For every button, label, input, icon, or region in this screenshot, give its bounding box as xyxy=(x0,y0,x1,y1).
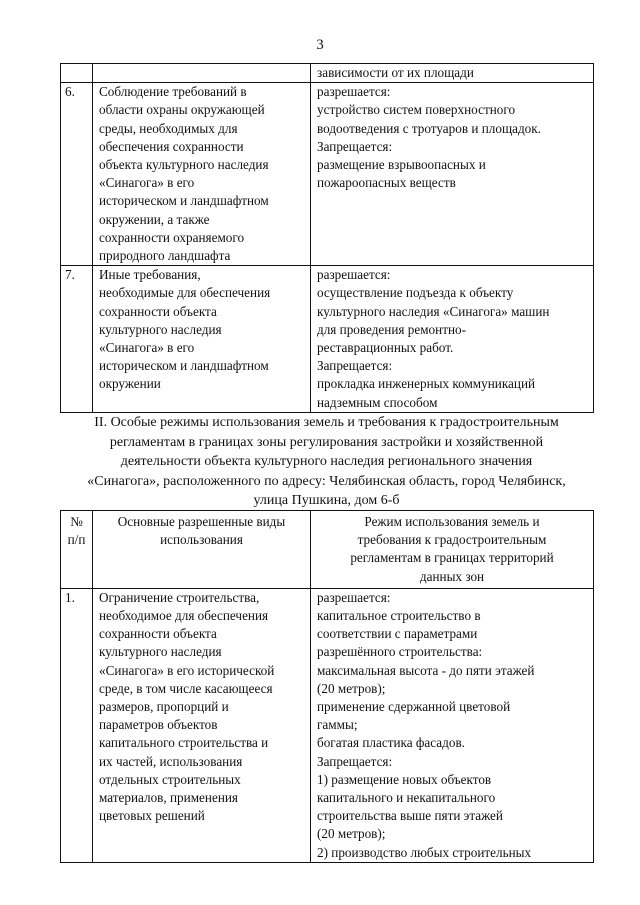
column-header-uses: Основные разрешенные виды использования xyxy=(93,511,311,589)
requirements-table-continued xyxy=(60,63,594,413)
table-row xyxy=(61,64,594,83)
table-row xyxy=(61,83,594,266)
table-row xyxy=(61,266,594,413)
regime-cell: разрешается: осуществление подъезда к объекту культурного наследия «Синагога» машин для проведения ремонтно- реставрационных работ. Запрещается: прокладка инженерных коммуникаций надземным способом xyxy=(311,266,594,413)
table-row xyxy=(61,588,594,862)
row-number: 7. xyxy=(61,266,93,413)
requirement-cell: Иные требования, необходимые для обеспечения сохранности объекта культурного наследия «Синагога» в его историческом и ландшафтном окружении xyxy=(93,266,311,413)
row-number: 1. xyxy=(61,588,93,862)
page-number: 3 xyxy=(316,37,324,53)
continuation-cell: зависимости от их площади xyxy=(311,64,594,83)
regime-cell: разрешается: капитальное строительство в соответствии с параметрами разрешённого строительства: максимальная высота - до пяти этажей (20 метров); применение сдержанной цветовой гаммы; богатая пластика фасадов. Запрещается: 1) размещение новых объектов капитального и некапитального строительства выше пяти этажей (20 метров); 2) производство любых строительных xyxy=(311,588,594,862)
requirement-cell: Ограничение строительства, необходимое для обеспечения сохранности объекта культурного наследия «Синагога» в его исторической среде, в том числе касающееся размеров, пропорций и параметров объектов капитального строительства и их частей, использования отдельных строительных материалов, применения цветовых решений xyxy=(93,588,311,862)
requirement-cell: Соблюдение требований в области охраны окружающей среды, необходимых для обеспечения сохранности объекта культурного наследия «Синагога» в его историческом и ландшафтном окружении, а также сохранности охраняемого природного ландшафта xyxy=(93,83,311,266)
regime-cell: разрешается: устройство систем поверхностного водоотведения с тротуаров и площадок. Запрещается: размещение взрывоопасных и пожароопасных веществ xyxy=(311,83,594,266)
section-heading: II. Особые режимы использования земель и требования к градостроительным регламентам в границах зоны регулирования застройки и хозяйственной деятельности объекта культурного наследия регионального значения «Синагога», расположенного по адресу: Челябинская область, город Челябинск, улица Пушкина, дом 6-б xyxy=(87,415,566,508)
column-header-number: № п/п xyxy=(61,511,93,589)
land-use-regime-table xyxy=(60,510,594,863)
table-header-row xyxy=(61,511,594,589)
column-header-regime: Режим использования земель и требования к градостроительным регламентам в границах территорий данных зон xyxy=(311,511,594,589)
row-number: 6. xyxy=(61,83,93,266)
